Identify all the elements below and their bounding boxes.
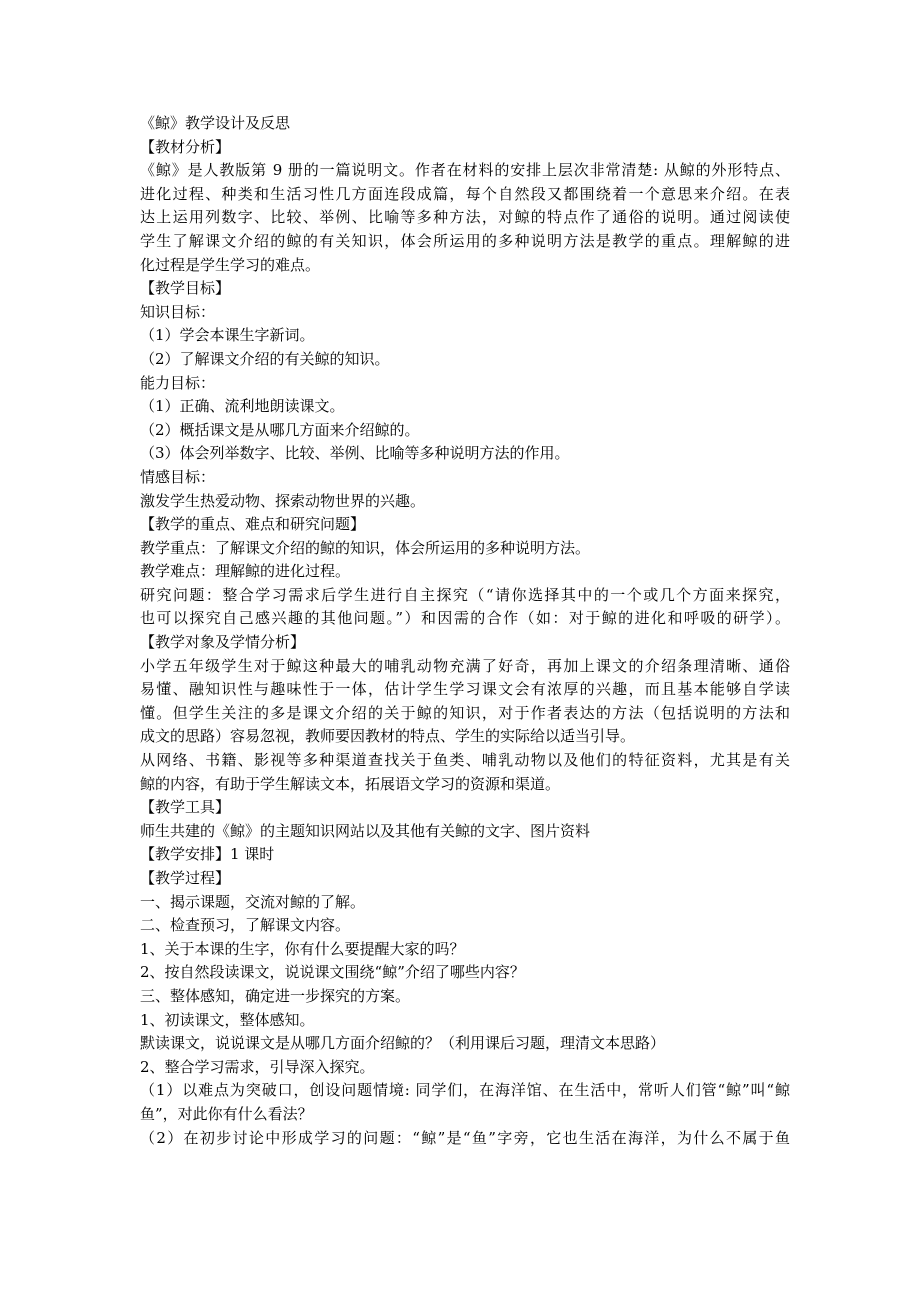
text-line: 【教学对象及学情分析】 [140,633,306,652]
text-line: 易懂、融知识性与趣味性于一体，估计学生学习课文会有浓厚的兴趣，而且基本能够自学读 [140,680,790,699]
text-line: 【教学安排】1 课时 [140,845,275,864]
text-line: 能力目标： [140,373,216,392]
text-line: （1）以难点为突破口，创设问题情境: 同学们，在海洋馆、在生活中，常听人们管“鲸”叫“鲸 [140,1081,790,1100]
document-title: 《鲸》教学设计及反思 [140,114,291,132]
text-line: 知识目标： [140,302,216,321]
text-line: 小学五年级学生对于鲸这种最大的哺乳动物充满了好奇，再加上课文的介绍条理清晰、通俗 [140,656,790,675]
text-line: 默读课文，说说课文是从哪几方面介绍鲸的？（利用课后习题，理清文本思路） [140,1034,666,1053]
text-line: 2、按自然段读课文，说说课文围绕“鲸”介绍了哪些内容？ [140,963,525,982]
text-line: 鱼”，对此你有什么看法？ [140,1104,313,1123]
text-line: 【教学目标】 [140,279,231,298]
text-line: 二、检查预习，了解课文内容。 [140,916,351,935]
text-line: 【教学过程】 [140,869,231,887]
text-line: 学生了解课文介绍的鲸的有关知识，体会所运用的多种说明方法是教学的重点。理解鲸的进 [140,231,790,250]
text-line: （2）在初步讨论中形成学习的问题：“鲸”是“鱼”字旁，它也生活在海洋，为什么不属于鱼 [140,1128,790,1147]
text-line: （3）体会列举数字、比较、举例、比喻等多种说明方法的作用。 [140,444,570,463]
document-body [140,136,790,1151]
text-line: 懂。但学生关注的多是课文介绍的关于鲸的知识，对于作者表达的方法（包括说明的方法和 [140,703,790,722]
text-line: 一、揭示课题，交流对鲸的了解。 [140,892,366,911]
text-line: 【教材分析】 [140,137,231,156]
text-line: 1、关于本课的生字，你有什么要提醒大家的吗？ [140,939,465,958]
text-line: 成文的思路）容易忽视，教师要因教材的特点、学生的实际给以适当引导。 [140,727,636,746]
text-line: 激发学生热爱动物、探索动物世界的兴趣。 [140,491,426,510]
text-line: 化过程是学生学习的难点。 [140,255,321,274]
text-line: （2）了解课文介绍的有关鲸的知识。 [140,349,390,368]
text-line: 2、整合学习需求，引导深入探究。 [140,1057,375,1076]
text-line: （1）正确、流利地朗读课文。 [140,397,345,416]
text-line: 《鲸》是人教版第 9 册的一篇说明文。作者在材料的安排上层次非常清楚: 从鲸的外形特点、 [140,161,790,180]
text-line: 师生共建的《鲸》的主题知识网站以及其他有关鲸的文字、图片资料 [140,821,591,840]
text-line: 1、初读课文，整体感知。 [140,1010,315,1029]
text-line: 也可以探究自己感兴趣的其他问题。”）和因需的合作（如：对于鲸的进化和呼吸的研学）。 [140,609,790,628]
text-line: 从网络、书籍、影视等多种渠道查找关于鱼类、哺乳动物以及他们的特征资料，尤其是有关 [140,751,790,770]
text-line: 教学难点：理解鲸的进化过程。 [140,562,351,581]
text-line: （2）概括课文是从哪几方面来介绍鲸的。 [140,420,420,439]
text-line: 研究问题：整合学习需求后学生进行自主探究（“请你选择其中的一个或几个方面来探究， [140,585,790,604]
text-line: 教学重点：了解课文介绍的鲸的知识，体会所运用的多种说明方法。 [140,538,591,557]
text-line: （1）学会本课生字新词。 [140,326,315,345]
text-line: 【教学的重点、难点和研究问题】 [140,515,366,534]
text-line: 三、整体感知，确定进一步探究的方案。 [140,986,411,1005]
text-line: 情感目标： [140,467,216,486]
text-line: 达上运用列数字、比较、举例、比喻等多种方法，对鲸的特点作了通俗的说明。通过阅读使 [140,208,790,227]
text-line: 鲸的内容，有助于学生解读文本，拓展语文学习的资源和渠道。 [140,774,561,793]
document-page [140,112,790,1150]
text-line: 【教学工具】 [140,798,231,817]
text-line: 进化过程、种类和生活习性几方面连段成篇，每个自然段又都围绕着一个意思来介绍。在表 [140,184,790,203]
